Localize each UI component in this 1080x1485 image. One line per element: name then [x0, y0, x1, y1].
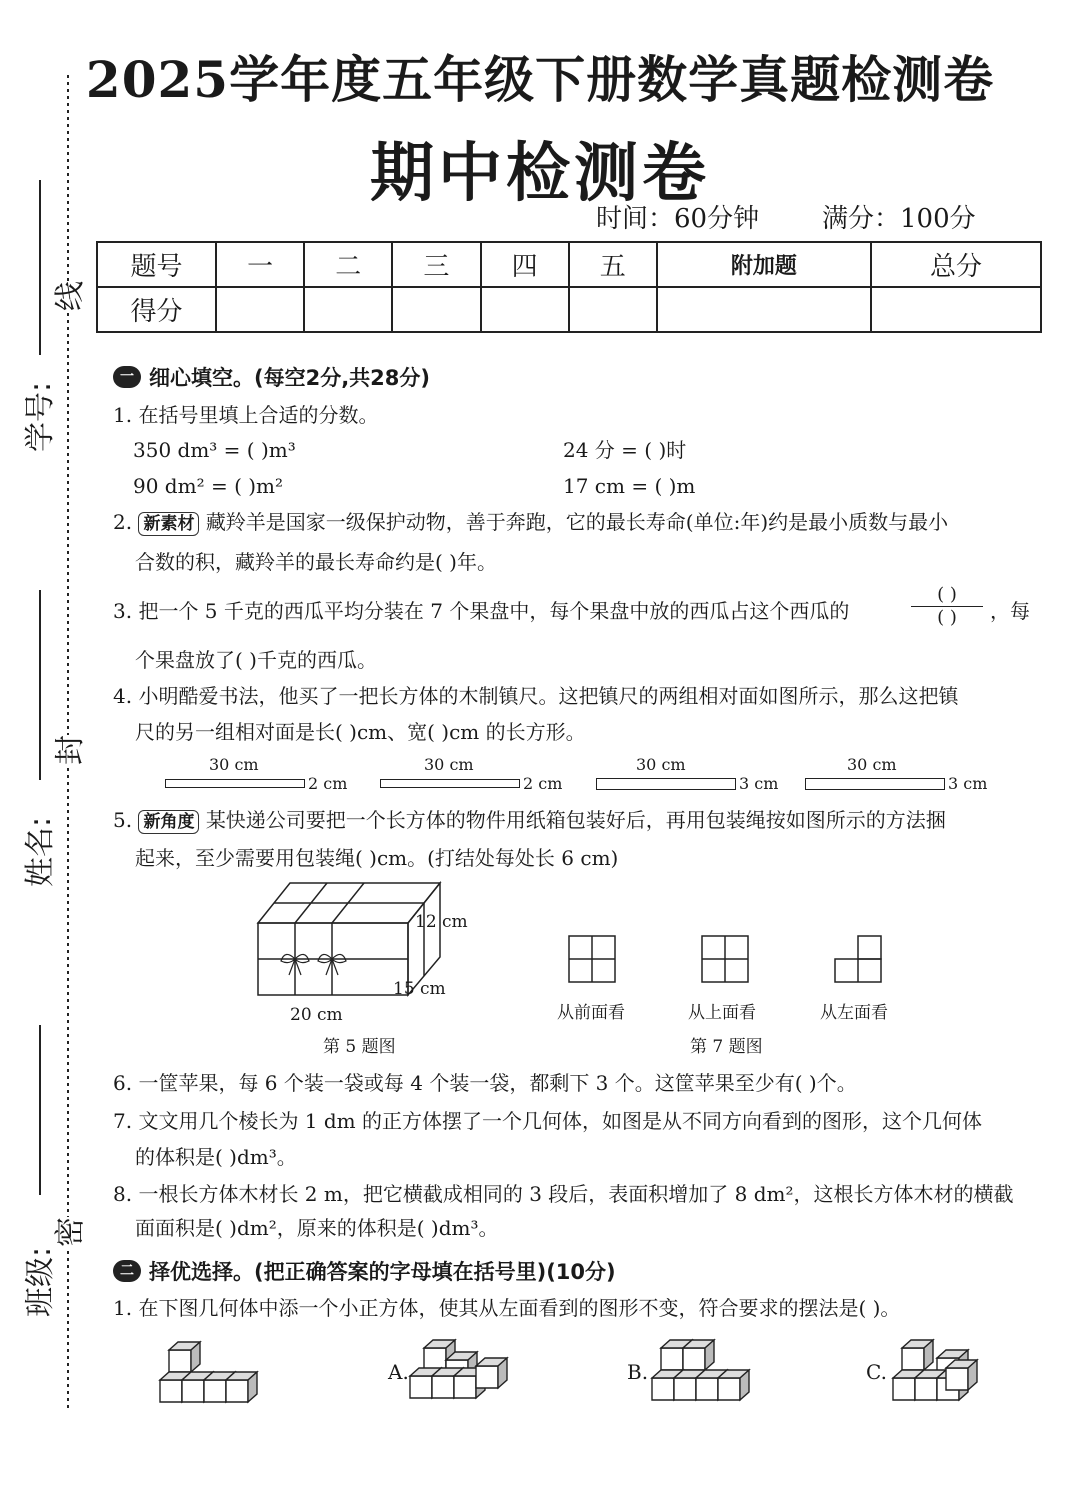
full-score: 满分：100分 — [822, 204, 976, 234]
time-limit: 时间：60分钟 — [596, 204, 760, 234]
face-width-label: 3 cm — [739, 774, 779, 793]
option-c-label[interactable]: C. — [866, 1360, 887, 1384]
score-header-cell: 一 — [216, 242, 304, 287]
q1-part-c: 90 dm² = ( )m² — [133, 474, 284, 498]
mi-mark: 密 — [43, 1217, 91, 1247]
student-no-label: 学号: — [23, 381, 59, 453]
ribbon-bows — [281, 954, 346, 975]
score-cell[interactable] — [871, 287, 1041, 332]
xian-mark: 线 — [43, 281, 91, 311]
q5-tag: 新角度 — [138, 810, 199, 834]
fig5-caption: 第 5 题图 — [323, 1037, 396, 1057]
face-width-label: 2 cm — [308, 774, 348, 793]
q3-fraction — [905, 585, 989, 628]
q7-line1: 7. 文文用几个棱长为 1 dm 的正方体摆了一个几何体，如图是从不同方向看到的图形，这个几何体 — [113, 1109, 983, 1133]
section1-heading — [113, 362, 430, 392]
q8-line1: 8. 一根长方体木材长 2 m，把它横截成相同的 3 段后，表面积增加了 8 dm²，这根长方体木材的横截 — [113, 1182, 1014, 1206]
exam-subtitle: 期中检测卷 — [370, 136, 710, 211]
q1-part-d: 17 cm = ( )m — [563, 474, 696, 498]
score-cell[interactable] — [216, 287, 304, 332]
binding-margin — [0, 0, 95, 1485]
option-b-figure — [652, 1340, 749, 1400]
score-header-cell: 二 — [304, 242, 392, 287]
face-width-label: 2 cm — [523, 774, 563, 793]
q2-line1 — [113, 512, 948, 536]
face-length-label: 30 cm — [209, 755, 259, 774]
score-header-cell: 附加题 — [657, 242, 871, 287]
score-header-cell: 五 — [569, 242, 657, 287]
q4-face-3 — [596, 755, 778, 793]
face-length-label: 30 cm — [636, 755, 686, 774]
q3-fraction-bottom: ( ) — [937, 607, 957, 628]
face-rect — [380, 779, 520, 788]
view-left-label: 从左面看 — [820, 1003, 888, 1023]
score-cell[interactable] — [569, 287, 657, 332]
q4-face-4 — [805, 755, 987, 793]
face-rect — [165, 779, 305, 788]
q3-fraction-top: ( ) — [937, 584, 957, 605]
score-header-cell: 总分 — [871, 242, 1041, 287]
q4-line1: 4. 小明酷爱书法，他买了一把长方体的木制镇尺。这把镇尺的两组相对面如图所示，那么这把镇 — [113, 684, 959, 708]
q1-part-b: 24 分 = ( )时 — [563, 438, 687, 462]
score-table — [96, 241, 1042, 333]
feng-mark: 封 — [43, 735, 91, 765]
score-header-cell: 四 — [481, 242, 569, 287]
score-value-row — [97, 287, 1041, 332]
face-length-label: 30 cm — [424, 755, 474, 774]
q8-line2: 面面积是( )dm²，原来的体积是( )dm³。 — [135, 1216, 499, 1240]
q7-line2: 的体积是( )dm³。 — [135, 1145, 297, 1169]
q3-line1: 3. 把一个 5 千克的西瓜平均分装在 7 个果盘中，每个果盘中放的西瓜占这个西瓜的 — [113, 599, 850, 623]
section2-number: 二 — [113, 1260, 141, 1282]
q5-text: 某快递公司要把一个长方体的物件用纸箱包装好后，再用包装绳按如图所示的方法捆 — [205, 808, 946, 832]
score-cell[interactable] — [392, 287, 480, 332]
option-c-figure — [893, 1340, 977, 1400]
q2-tag: 新素材 — [138, 512, 199, 536]
q5-line1 — [113, 810, 946, 834]
view-front-label: 从前面看 — [557, 1003, 625, 1023]
q4-face-2 — [380, 755, 562, 793]
exam-title: 2025学年度五年级下册数学真题检测卷 — [85, 50, 995, 109]
q6-text: 6. 一筐苹果，每 6 个装一袋或每 4 个装一袋，都剩下 3 个。这筐苹果至少有( )个。 — [113, 1071, 857, 1095]
fig7-views — [565, 932, 895, 984]
q3-line2: 个果盘放了( )千克的西瓜。 — [135, 648, 377, 672]
score-row-label: 得分 — [97, 287, 216, 332]
q1-text: 1. 在括号里填上合适的分数。 — [113, 403, 379, 427]
fig5-height-label: 12 cm — [415, 912, 468, 932]
score-cell[interactable] — [304, 287, 392, 332]
face-length-label: 30 cm — [847, 755, 897, 774]
q5-number: 5. — [113, 808, 133, 832]
q2-number: 2. — [113, 510, 133, 534]
score-cell[interactable] — [481, 287, 569, 332]
face-width-label: 3 cm — [948, 774, 988, 793]
face-rect — [805, 778, 945, 790]
score-header-cell: 题号 — [97, 242, 216, 287]
option-a-label[interactable]: A. — [388, 1360, 409, 1384]
fig5-width-label: 15 cm — [393, 979, 446, 999]
q1-part-a: 350 dm³ = ( )m³ — [133, 438, 296, 462]
fig5-box — [250, 875, 480, 1025]
s2-q1-text: 1. 在下图几何体中添一个小正方体，使其从左面看到的图形不变，符合要求的摆法是( )。 — [113, 1296, 901, 1320]
base-figure — [160, 1342, 257, 1402]
section2-heading — [113, 1256, 616, 1286]
q2-line2: 合数的积，藏羚羊的最长寿命约是( )年。 — [135, 550, 497, 574]
section1-number: 一 — [113, 366, 141, 388]
score-cell[interactable] — [657, 287, 871, 332]
q2-text: 藏羚羊是国家一级保护动物，善于奔跑，它的最长寿命(单位:年)约是最小质数与最小 — [205, 510, 949, 534]
name-label: 姓名: — [23, 816, 59, 888]
section2-title: 择优选择。(把正确答案的字母填在括号里)(10分) — [149, 1260, 616, 1284]
score-header-cell: 三 — [392, 242, 480, 287]
q4-line2: 尺的另一组相对面是长( )cm、宽( )cm 的长方形。 — [135, 720, 586, 744]
face-rect — [596, 778, 736, 790]
option-a-figure — [410, 1340, 507, 1398]
section1-title: 细心填空。(每空2分,共28分) — [149, 366, 431, 390]
score-header-row — [97, 242, 1041, 287]
class-label: 班级: — [23, 1246, 59, 1318]
s2-q1-figures — [0, 1330, 1080, 1420]
option-b-label[interactable]: B. — [627, 1360, 649, 1384]
view-top-label: 从上面看 — [688, 1003, 756, 1023]
fig7-caption: 第 7 题图 — [690, 1037, 763, 1057]
q4-face-1 — [165, 755, 347, 793]
q3-end: ，每 — [990, 599, 1030, 623]
fig5-length-label: 20 cm — [290, 1005, 343, 1025]
q5-line2: 起来，至少需要用包装绳( )cm。(打结处每处长 6 cm) — [135, 846, 619, 870]
